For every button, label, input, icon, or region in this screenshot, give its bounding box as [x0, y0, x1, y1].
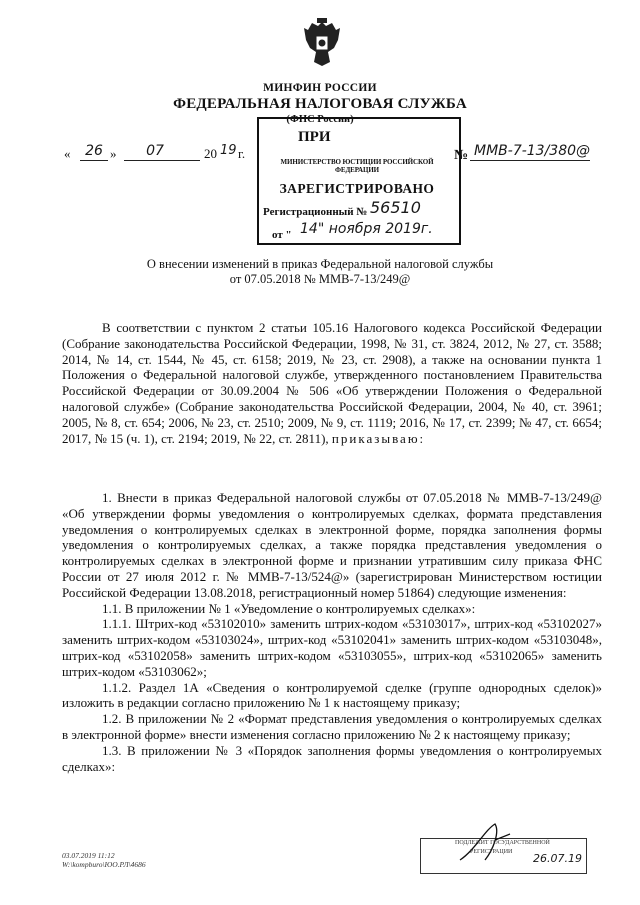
date-close-quote: » — [110, 146, 117, 161]
stamp-reg-label: Регистрационный № — [263, 206, 368, 218]
stamp-date: 26.07.19 — [533, 852, 582, 865]
date-month-underline — [124, 160, 200, 161]
order-verb: приказываю: — [331, 430, 426, 446]
stamp-line1: ПОДЛЕЖИТ ГОСУДАРСТВЕННОЙ — [455, 840, 550, 846]
item-1-1-2: 1.1.2. Раздел 1А «Сведения о контролируемой сделке (группе однородных сделок)» изложить в редакции согласно приложению № 1 к настоящему приказу; — [62, 679, 602, 711]
order-title-line1: О внесении изменений в приказ Федеральной налоговой службы — [146, 257, 494, 271]
order-number: ММВ-7-13/380@ — [474, 143, 591, 159]
date-year-prefix: 20 — [204, 146, 217, 161]
order-items — [62, 490, 602, 774]
date-month: 07 — [146, 143, 164, 159]
item-1: 1. Внести в приказ Федеральной налоговой службы от 07.05.2018 № ММВ-7-13/249@ «Об утверждении формы уведомления о контролируемых сделках, формата представления уведомления о контролируемых сделках в электронной форме, порядка заполнения формы уведомления о контролируемых сделках, а также порядка представления уведомления о контролируемых сделках в электронной форме и признании утратившим силу приказа ФНС России от 27 июля 2012 г. № ММВ-7-13/524@» (зарегистрирован Министерством юстиции Российской Федерации 13.08.2018, регистрационный номер 51864) следующие изменения: — [62, 490, 602, 600]
date-year-suffix: г. — [238, 146, 246, 161]
order-heading: ПРИ — [298, 129, 331, 145]
date-year: 19 — [220, 143, 237, 158]
stamp-date-label: от " — [272, 229, 292, 241]
footer-file-info — [62, 851, 146, 869]
order-title-line2: от 07.05.2018 № ММВ-7-13/249@ — [229, 272, 411, 286]
number-sign: № — [454, 148, 469, 163]
date-day-underline — [80, 160, 108, 161]
order-number-underline — [470, 160, 590, 161]
date-day: 26 — [85, 143, 103, 159]
date-open-quote: « — [64, 146, 71, 161]
stamp-registered-text: ЗАРЕГИСТРИРОВАНО — [279, 181, 435, 196]
stamp-ministry-text: МИНИСТЕРСТВО ЮСТИЦИИ РОССИЙСКОЙ ФЕДЕРАЦИИ — [280, 158, 434, 174]
footer-file-ref: W:\kompburo\ЮО.РЛ\4686 — [62, 860, 146, 869]
item-1-2: 1.2. В приложении № 2 «Формат представления уведомления о контролируемых сделках в электронной форме» внести изменения согласно приложению № 2 к настоящему приказу; — [62, 711, 602, 742]
item-1-3: 1.3. В приложении № 3 «Порядок заполнения формы уведомления о контролируемых сделках»: — [62, 742, 602, 774]
service-name: ФЕДЕРАЛЬНАЯ НАЛОГОВАЯ СЛУЖБА — [173, 96, 467, 112]
stamp-reg-number: 56510 — [370, 198, 421, 217]
preamble-paragraph — [62, 320, 602, 446]
coat-of-arms-emblem — [300, 18, 344, 68]
ministry-name: МИНФИН РОССИИ — [263, 82, 377, 94]
footer-timestamp: 03.07.2019 11:12 — [62, 851, 115, 860]
item-1-1-1: 1.1.1. Штрих-код «53102010» заменить штрих-кодом «53103017», штрих-код «53102027» заменить штрих-кодом «53103024», штрих-код «53102041» заменить штрих-кодом «53103048», штрих-код «53102058» заменить штрих-кодом «53103055», штрих-код «53102065» заменить штрих-кодом «53103062»; — [62, 616, 602, 679]
stamp-date-value: 14" ноября 2019г. — [300, 221, 433, 237]
stamp-line2: РЕГИСТРАЦИИ — [470, 849, 513, 855]
item-1-1: 1.1. В приложении № 1 «Уведомление о контролируемых сделках»: — [102, 600, 476, 616]
service-abbreviation: (ФНС России) — [286, 114, 354, 125]
preamble-text: В соответствии с пунктом 2 статьи 105.16 Налогового кодекса Российской Федерации (Собрание законодательства Российской Федерации, 1998, № 31, ст. 3824, 2012, № 27, ст. 3588; 2014, № 14, ст. 1544, № 45, ст. 6158; 2019, № 23, ст. 2908), а также на основании пункта 1 Положения о Федеральной налоговой службе, утвержденного постановлением Правительства Российской Федерации от 30.09.2004 № 506 «Об утверждении Положения о Федеральной налоговой службе» (Собрание законодательства Российской Федерации, 2004, № 40, ст. 3961; 2005, № 8, ст. 654; 2006, № 23, ст. 2510; 2009, № 9, ст. 1119; 2016, № 17, ст. 2399; № 47, ст. 6654; 2017, № 15 (ч. 1), ст. 2194; 2019, № 22, ст. 2811), — [62, 320, 602, 446]
